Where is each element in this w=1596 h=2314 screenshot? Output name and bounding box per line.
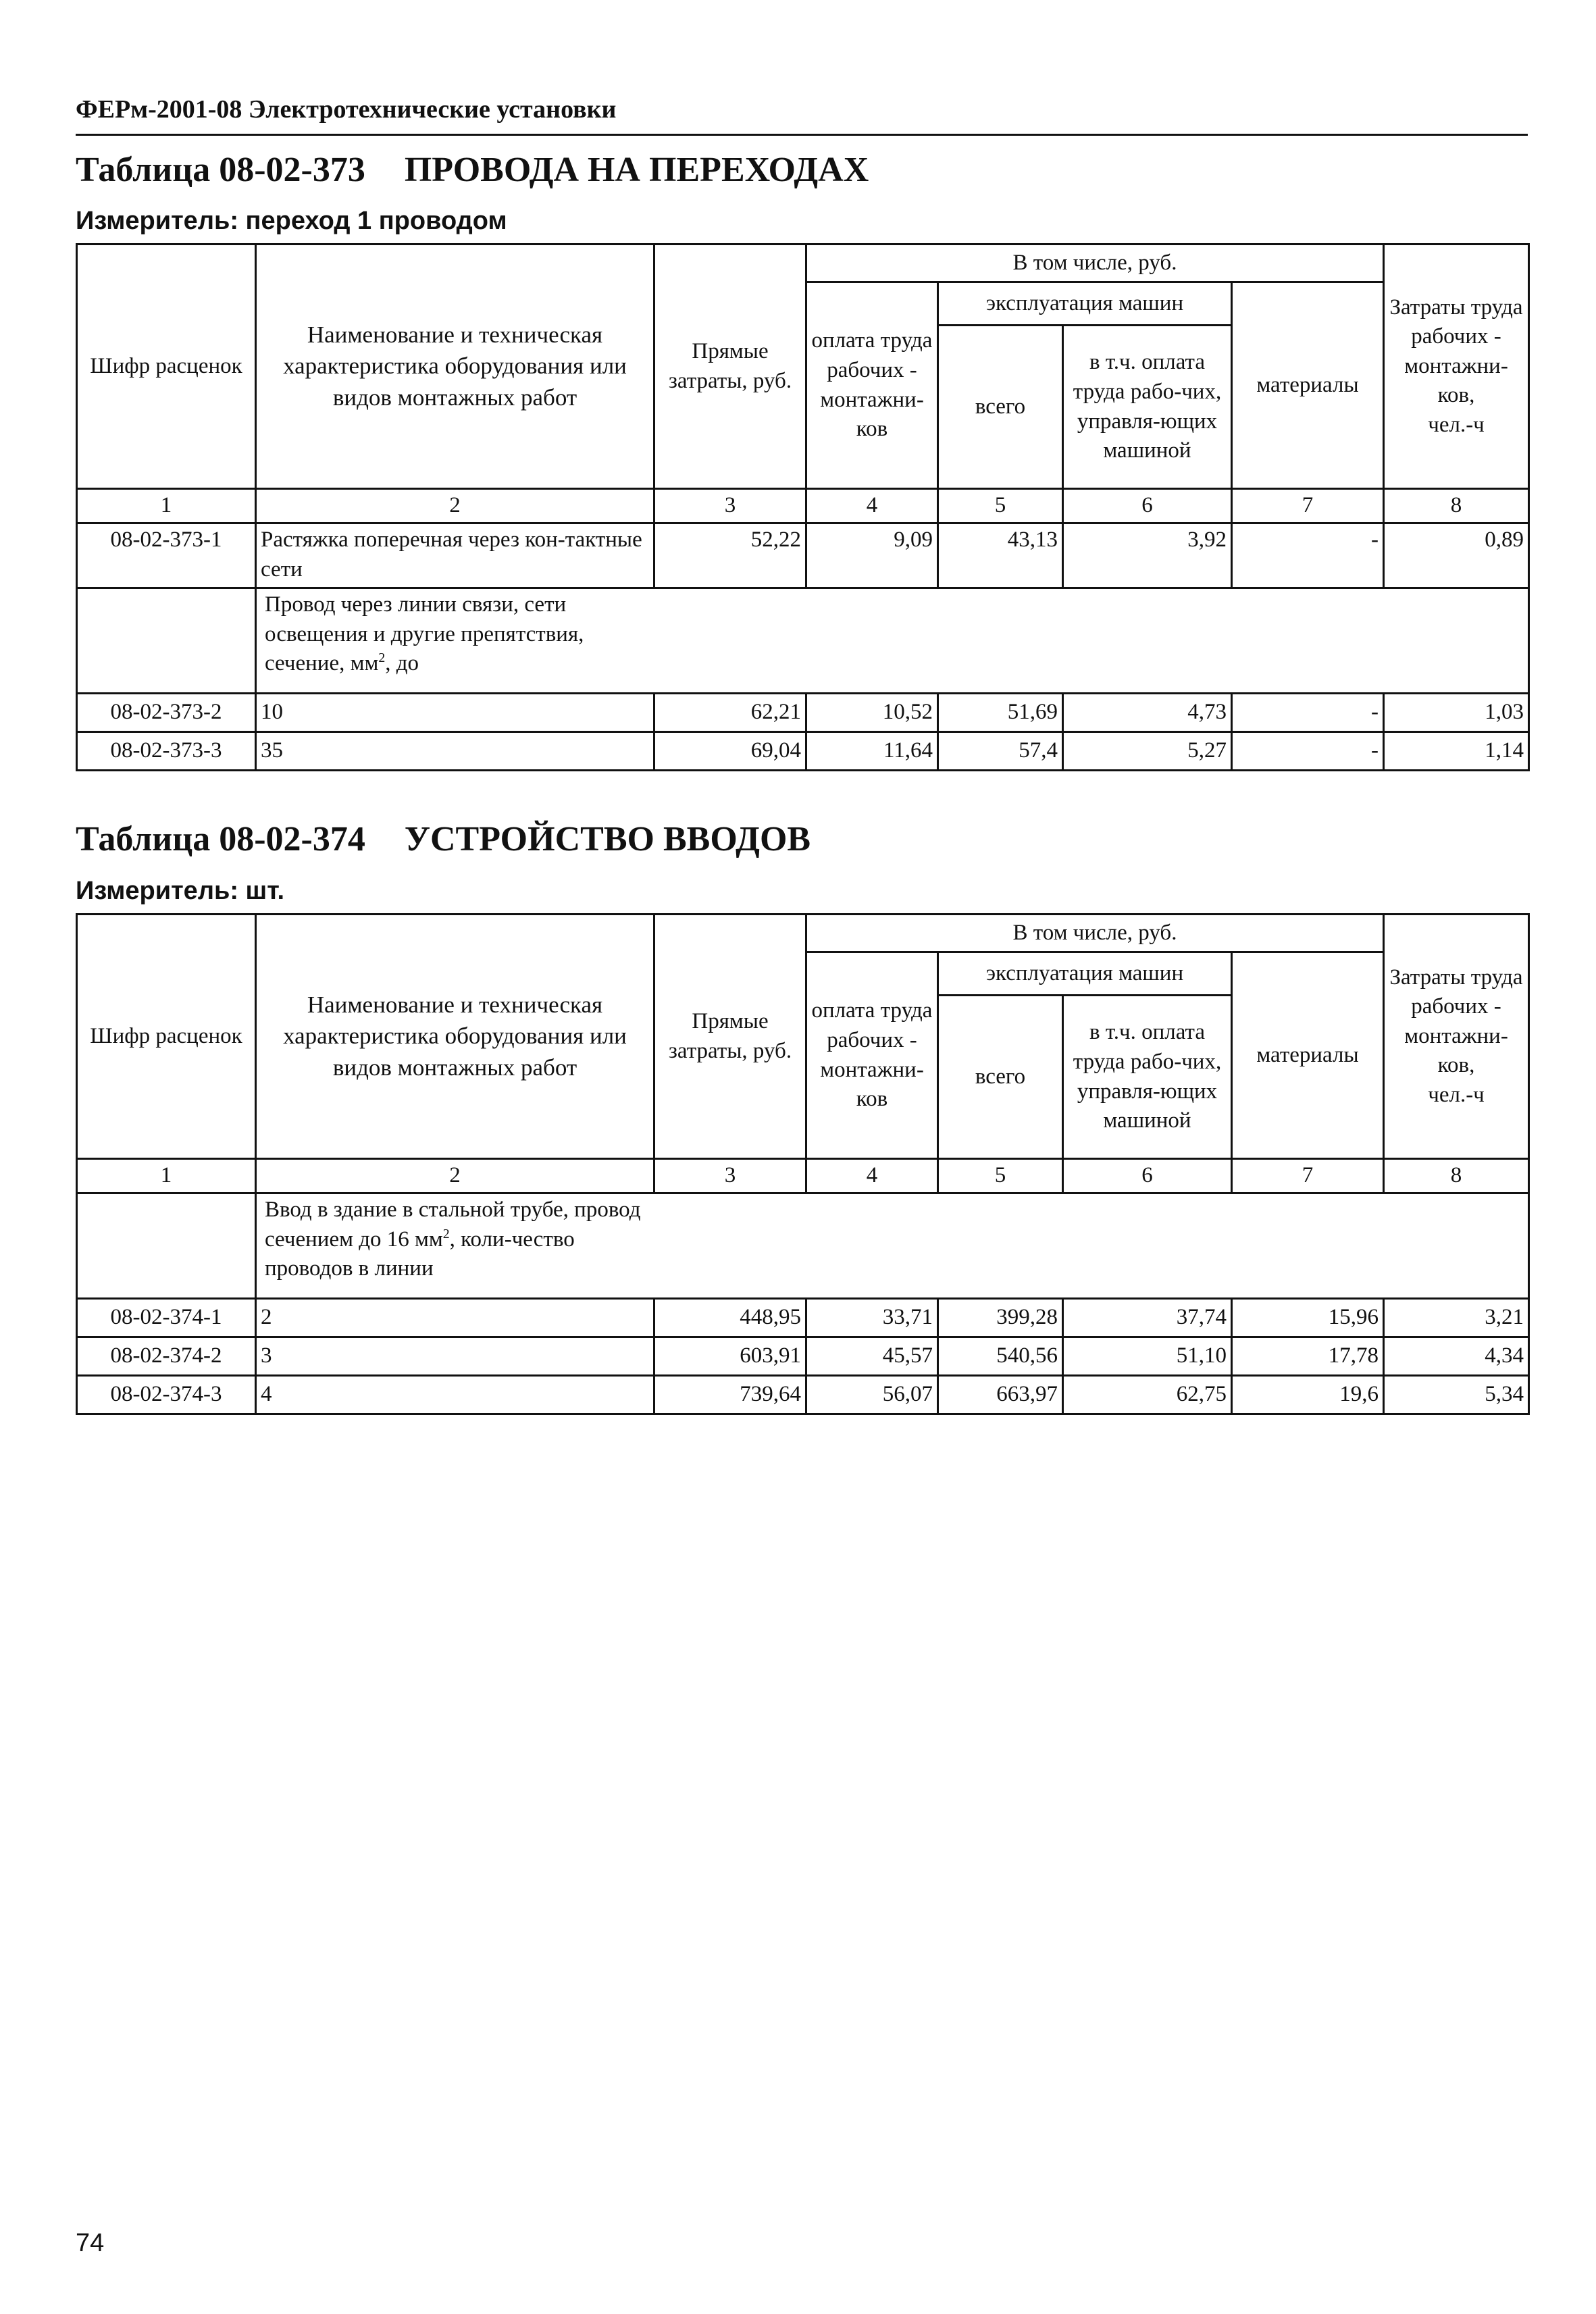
table-373-measure: Измеритель: переход 1 проводом <box>76 207 507 235</box>
row-machines-total: 51,69 <box>938 694 1063 732</box>
row-code: 08-02-374-1 <box>77 1299 256 1337</box>
col-labor-header: оплата труда рабочих - монтажни-ков <box>806 282 938 489</box>
row-labor: 33,71 <box>806 1299 938 1337</box>
row-machines-labor: 3,92 <box>1063 523 1232 588</box>
col-code-header: Шифр расценок <box>77 915 256 1159</box>
row-direct: 69,04 <box>654 732 806 771</box>
row-direct: 448,95 <box>654 1299 806 1337</box>
col-machines-total-header: всего <box>938 326 1063 489</box>
table-374-name: УСТРОЙСТВО ВВОДОВ <box>404 820 811 858</box>
row-labor-costs: 3,21 <box>1384 1299 1529 1337</box>
table-374-code: Таблица 08-02-374 <box>76 820 365 858</box>
row-direct: 62,21 <box>654 694 806 732</box>
row-labor-costs: 5,34 <box>1384 1376 1529 1414</box>
page-number: 74 <box>76 2229 105 2257</box>
col-number: 1 <box>77 489 256 523</box>
table-373-code: Таблица 08-02-373 <box>76 151 365 189</box>
group-text: Ввод в здание в стальной трубе, провод сечением до 16 мм <box>265 1198 641 1252</box>
row-materials: - <box>1232 523 1384 588</box>
col-machines-labor-header: в т.ч. оплата труда рабо-чих, управля-ющих машиной <box>1063 326 1232 489</box>
group-tail: , коли-чество проводов в линии <box>265 1227 575 1281</box>
col-labor-costs-header <box>1384 915 1529 1159</box>
row-machines-total: 57,4 <box>938 732 1063 771</box>
col-number: 8 <box>1384 489 1529 523</box>
row-machines-total: 663,97 <box>938 1376 1063 1414</box>
group-text: Провод через линии связи, сети освещения и другие препятствия, сечение, мм <box>265 592 584 676</box>
group-superscript: 2 <box>378 650 386 666</box>
col-including-header: В том числе, руб. <box>806 915 1384 952</box>
row-code: 08-02-373-1 <box>77 523 256 588</box>
col-number: 5 <box>938 1159 1063 1193</box>
col-direct-header: Прямые затраты, руб. <box>654 915 806 1159</box>
row-code: 08-02-374-3 <box>77 1376 256 1414</box>
row-name: 3 <box>256 1337 654 1376</box>
row-name: 35 <box>256 732 654 771</box>
row-machines-labor: 62,75 <box>1063 1376 1232 1414</box>
row-machines-labor: 5,27 <box>1063 732 1232 771</box>
row-machines-labor: 51,10 <box>1063 1337 1232 1376</box>
col-name-header: Наименование и техническая характеристика оборудования или видов монтажных работ <box>256 245 654 489</box>
col-number: 6 <box>1063 1159 1232 1193</box>
col-number: 6 <box>1063 489 1232 523</box>
row-direct: 603,91 <box>654 1337 806 1376</box>
row-labor: 9,09 <box>806 523 938 588</box>
col-machines-header: эксплуатация машин <box>938 282 1232 326</box>
col-code-header: Шифр расценок <box>77 245 256 489</box>
labor-costs-title: Затраты труда рабочих - монтажни-ков, <box>1389 965 1523 1078</box>
col-number: 2 <box>256 1159 654 1193</box>
group-spacer <box>77 1193 256 1299</box>
row-name: 10 <box>256 694 654 732</box>
row-labor-costs: 1,14 <box>1384 732 1529 771</box>
col-materials-header: материалы <box>1232 952 1384 1159</box>
document-header: ФЕРм-2001-08 Электротехнические установки <box>76 95 617 124</box>
labor-costs-unit: чел.-ч <box>1428 412 1485 437</box>
header-divider <box>76 134 1528 136</box>
row-materials: 19,6 <box>1232 1376 1384 1414</box>
group-tail: , до <box>385 651 419 676</box>
col-number: 3 <box>654 489 806 523</box>
col-number: 3 <box>654 1159 806 1193</box>
row-machines-labor: 4,73 <box>1063 694 1232 732</box>
row-labor: 11,64 <box>806 732 938 771</box>
row-name: 4 <box>256 1376 654 1414</box>
row-labor-costs: 0,89 <box>1384 523 1529 588</box>
col-machines-labor-header: в т.ч. оплата труда рабо-чих, управля-ющих машиной <box>1063 996 1232 1159</box>
col-number: 7 <box>1232 1159 1384 1193</box>
col-number: 1 <box>77 1159 256 1193</box>
row-materials: 15,96 <box>1232 1299 1384 1337</box>
group-superscript: 2 <box>442 1226 450 1241</box>
table-373 <box>76 243 1530 771</box>
row-name: 2 <box>256 1299 654 1337</box>
col-number: 4 <box>806 489 938 523</box>
col-including-header: В том числе, руб. <box>806 245 1384 282</box>
col-labor-costs-header <box>1384 245 1529 489</box>
row-machines-total: 43,13 <box>938 523 1063 588</box>
col-name-header: Наименование и техническая характеристика оборудования или видов монтажных работ <box>256 915 654 1159</box>
col-number: 5 <box>938 489 1063 523</box>
table-374-title <box>76 819 1528 859</box>
col-machines-total-header: всего <box>938 996 1063 1159</box>
row-machines-total: 399,28 <box>938 1299 1063 1337</box>
group-spacer <box>77 588 256 694</box>
row-labor: 56,07 <box>806 1376 938 1414</box>
row-code: 08-02-373-2 <box>77 694 256 732</box>
table-373-title <box>76 150 1528 190</box>
row-direct: 739,64 <box>654 1376 806 1414</box>
row-materials: 17,78 <box>1232 1337 1384 1376</box>
col-direct-header: Прямые затраты, руб. <box>654 245 806 489</box>
row-materials: - <box>1232 732 1384 771</box>
row-labor-costs: 1,03 <box>1384 694 1529 732</box>
labor-costs-unit: чел.-ч <box>1428 1082 1485 1107</box>
col-number: 7 <box>1232 489 1384 523</box>
row-machines-labor: 37,74 <box>1063 1299 1232 1337</box>
row-materials: - <box>1232 694 1384 732</box>
row-labor: 10,52 <box>806 694 938 732</box>
col-number: 4 <box>806 1159 938 1193</box>
labor-costs-title: Затраты труда рабочих - монтажни-ков, <box>1389 294 1523 408</box>
col-materials-header: материалы <box>1232 282 1384 489</box>
col-number: 2 <box>256 489 654 523</box>
row-name: Растяжка поперечная через кон-тактные сети <box>256 523 654 588</box>
col-number: 8 <box>1384 1159 1529 1193</box>
row-direct: 52,22 <box>654 523 806 588</box>
col-machines-header: эксплуатация машин <box>938 952 1232 996</box>
table-374-measure: Измеритель: шт. <box>76 877 285 905</box>
row-labor-costs: 4,34 <box>1384 1337 1529 1376</box>
row-machines-total: 540,56 <box>938 1337 1063 1376</box>
group-description <box>256 588 1529 694</box>
row-code: 08-02-374-2 <box>77 1337 256 1376</box>
group-description <box>256 1193 1529 1299</box>
table-374 <box>76 913 1530 1415</box>
table-373-name: ПРОВОДА НА ПЕРЕХОДАХ <box>404 151 869 189</box>
col-labor-header: оплата труда рабочих - монтажни-ков <box>806 952 938 1159</box>
row-labor: 45,57 <box>806 1337 938 1376</box>
row-code: 08-02-373-3 <box>77 732 256 771</box>
